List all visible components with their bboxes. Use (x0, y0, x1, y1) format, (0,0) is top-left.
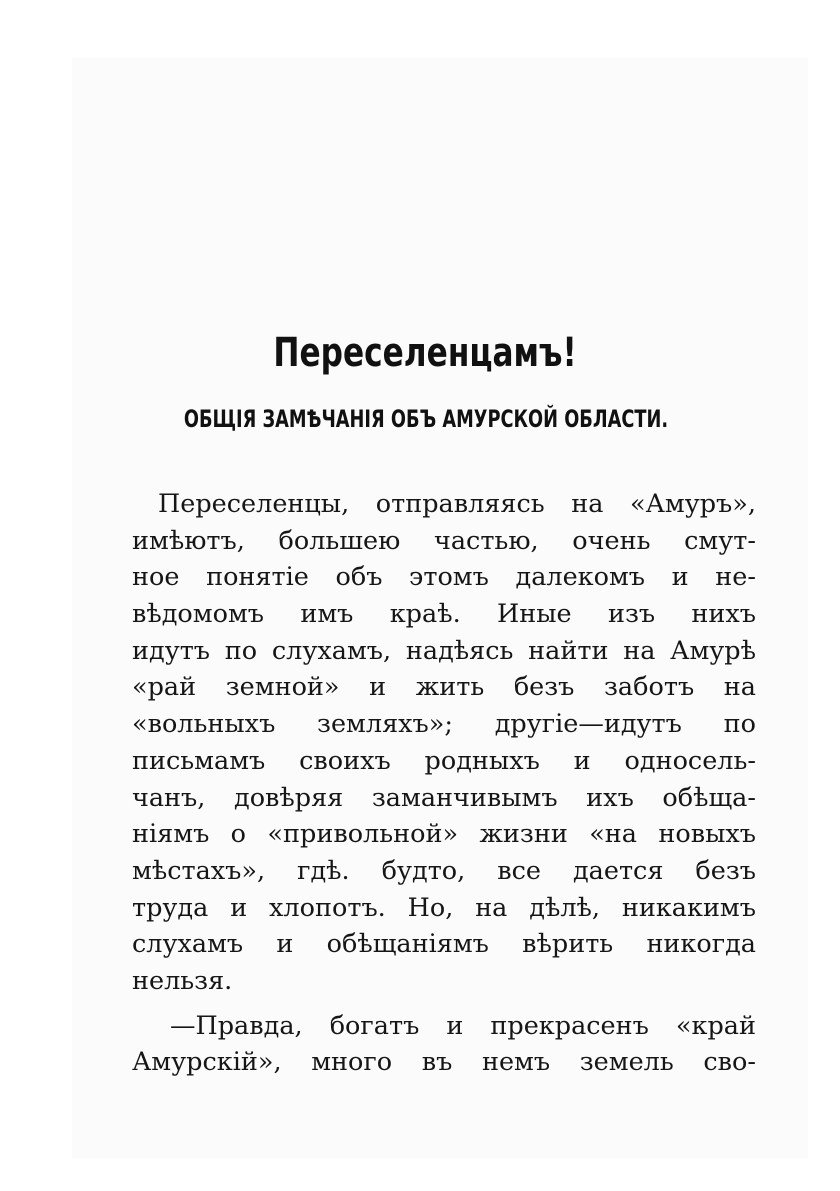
text-line: «вольныхъ земляхъ»; другіе—идутъ по (132, 709, 756, 740)
text-line: идутъ по слухамъ, надѣясь найти на Амурѣ (132, 635, 756, 666)
paragraph-1 (132, 486, 756, 1000)
paragraph-gap (132, 1000, 756, 1008)
text-line: ное понятіе объ этомъ далекомъ и не- (132, 562, 756, 593)
text-line: Амурскій», много въ немъ земель сво- (132, 1047, 756, 1078)
text-line: Переселенцы, отправляясь на «Амуръ», (158, 489, 756, 519)
text-line: «рай земной» и жить безъ заботъ на (132, 672, 756, 703)
paragraph-2 (132, 1008, 756, 1081)
text-line: труда и хлопотъ. Но, на дѣлѣ, никакимъ (132, 892, 756, 923)
text-line: нельзя. (132, 965, 233, 996)
text-line: слухамъ и обѣщаніямъ вѣрить никогда (132, 929, 756, 960)
page-subtitle: ОБЩІЯ ЗАМѢЧАНІЯ ОБЪ АМУРСКОЙ ОБЛАСТИ. (183, 405, 669, 433)
text-line: письмамъ своихъ родныхъ и односель- (132, 745, 756, 776)
text-line: —Правда, богатъ и прекрасенъ «край (170, 1010, 756, 1041)
body-text (132, 486, 756, 1081)
page-title: Переселенцамъ! (273, 330, 577, 376)
text-line: чанъ, довѣряя заманчивымъ ихъ обѣща- (132, 782, 756, 813)
text-line: ніямъ о «привольной» жизни «на новыхъ (132, 819, 756, 850)
text-line: имѣютъ, большею частью, очень смут- (132, 525, 756, 556)
text-line: мѣстахъ», гдѣ. будто, все дается безъ (132, 855, 756, 886)
text-line: вѣдомомъ имъ краѣ. Иные изъ нихъ (132, 599, 756, 630)
